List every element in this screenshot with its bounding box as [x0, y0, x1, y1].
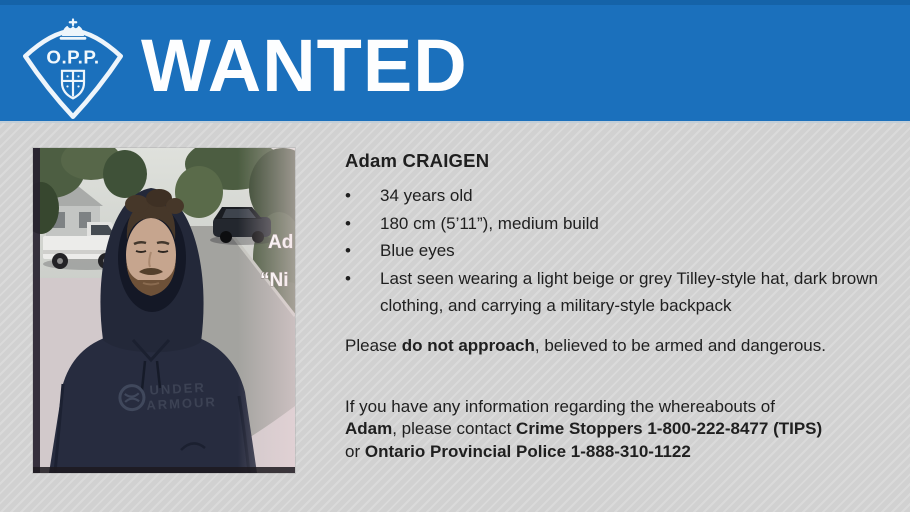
contact-line1: If you have any information regarding the whereabouts of [345, 396, 775, 416]
contact-line3-regular: or [345, 441, 365, 461]
warning-pre: Please [345, 335, 402, 355]
bullet-marker: • [345, 268, 351, 288]
subject-name: Adam CRAIGEN [345, 150, 490, 171]
bullet-item-eyes [345, 237, 893, 265]
bullet-text-height: 180 cm (5’11”), medium build [380, 213, 599, 233]
contact-text [345, 396, 893, 464]
bullet-text-last-seen: Last seen wearing a light beige or grey Tilley-style hat, dark brown clothing, and carrying a military-style backpack [380, 268, 878, 315]
opp-shield-icon [62, 71, 84, 99]
opp-crown-icon [61, 20, 85, 39]
opp-logo-text: O.P.P. [46, 46, 100, 68]
warning-text [345, 333, 893, 359]
details-panel [345, 150, 893, 463]
wanted-title: WANTED [141, 24, 468, 107]
contact-name-bold: Adam [345, 419, 393, 438]
opp-crest-icon [18, 13, 128, 125]
bullet-marker: • [345, 186, 351, 205]
bullet-text-eyes: Blue eyes [380, 241, 455, 260]
warning-post: , believed to be armed and dangerous. [534, 335, 826, 355]
bullet-item-height [345, 210, 893, 238]
hoodie-brand-top-text: UNDER [149, 379, 207, 398]
bullet-marker: • [345, 241, 351, 260]
contact-line2-regular: , please contact [392, 419, 517, 438]
subject-photo [33, 148, 295, 473]
contact-opp-phone-bold: Ontario Provincial Police 1-888-310-1122 [364, 441, 691, 461]
bullet-text-age: 34 years old [380, 186, 473, 205]
bullet-item-last-seen [345, 265, 893, 320]
bullet-marker: • [345, 213, 351, 233]
bullet-item-age [345, 182, 893, 210]
hoodie-brand-bottom-text: ARMOUR [145, 394, 218, 413]
header-band [0, 0, 910, 123]
description-bullet-list [345, 182, 893, 320]
photo-bottom-edge [33, 467, 295, 473]
photo-pink-vignette [238, 148, 295, 473]
photo-left-edge [33, 148, 40, 473]
hoodie-brand-logo [119, 379, 217, 414]
warning-bold: do not approach [401, 335, 535, 355]
contact-crimestoppers-bold: Crime Stoppers 1-800-222-8477 (TIPS) [516, 419, 823, 438]
